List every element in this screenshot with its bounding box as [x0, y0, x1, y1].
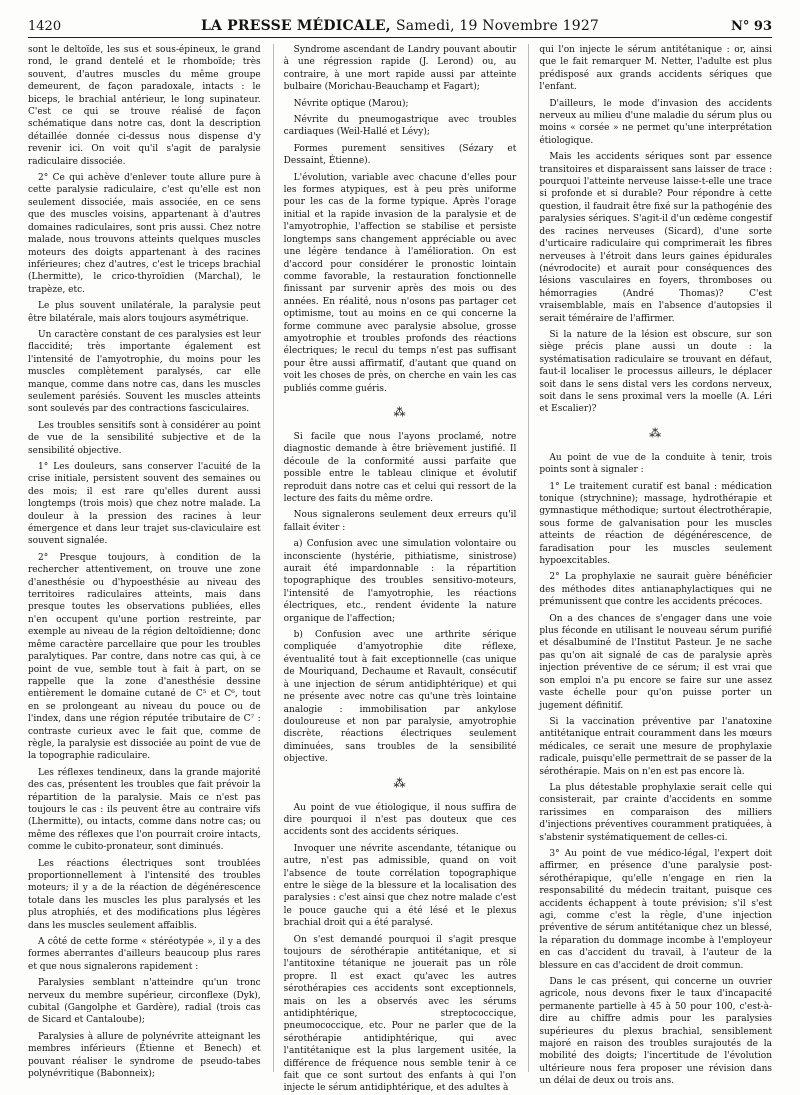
paragraph: A côté de cette forme « stéréotypée », il y a des formes aberrantes d'ailleurs beaucoup plus rares et que nous signalerons rapidement :	[28, 937, 261, 972]
paragraph: Les troubles sensitifs sont à considérer au point de vue de la sensibilité subjective et de la sensibilité objective.	[28, 420, 261, 456]
paragraph: Syndrome ascendant de Landry pouvant aboutir à une régression rapide (J. Lerond) ou, au contraire, à une mort rapide aussi par atteinte bulbaire (Morichau-Beauchamp et Fagart);	[283, 45, 517, 93]
paragraph: a) Confusion avec une simulation volontaire ou inconsciente (hystérie, pithiatisme, sinistrose) aurait été impardonnable : la répartition topographique des troubles sensitivo-moteurs, l'intensité de l'amyotrophie, les réactions électriques, etc., rendent évidente la nature organique de l'affection;	[283, 539, 517, 624]
section-divider-stars: ⁂	[649, 425, 663, 440]
journal-title	[98, 18, 702, 34]
paragraph: sont le deltoïde, les sus et sous-épineux, le grand rond, le grand dentelé et le rhomboïde; très souvent, d'autres muscles du même groupe demeurent, de façon paradoxale, intacts : le biceps, le brachial antérieur, le long supinateur. C'est ce qui se trouve réalisé de façon schématique dans notre cas, dont la description détaillée donnée ci-dessus nous dispense d'y revenir ici. On voit qu'il s'agit de paralysie radiculaire dissociée.	[28, 45, 261, 167]
paragraph: Nous signalerons seulement deux erreurs qu'il fallait éviter :	[283, 510, 517, 533]
paragraph: 3° Au point de vue médico-légal, l'expert doit affirmer, en présence d'une paralysie post-sérothérapique, qu'elle n'engage en rien la responsabilité du médecin traitant, puisque ces accidents échappent à toute prévision; s'il s'est agi, comme c'est la règle, d'une injection préventive de sérum antitétanique chez un blessé, la réparation du dommage incombe à l'employeur en cas d'accident du travail, à l'auteur de la blessure en cas d'accident de droit commun.	[539, 848, 773, 971]
paragraph: Les réactions électriques sont troublées proportionnellement à l'intensité des troubles moteurs; il y a de la réaction de dégénérescence totale dans les muscles les plus paralysés et les plus atrophiés, et des modifications plus légères dans les muscles seulement affaiblis.	[28, 858, 261, 931]
paragraph: Formes purement sensitives (Sézary et Dessaint, Étienne).	[283, 143, 517, 167]
column-3	[528, 44, 773, 1087]
paragraph: Un caractère constant de ces paralysies est leur flaccidité; très importante également est l'intensité de l'amyotrophie, du moins pour les muscles complètement paralysés, car elle manque, comme dans notre cas, dans les muscles seulement parésiés. Souvent les muscles atteints sont soulevés par des contractions fasciculaires.	[28, 329, 261, 415]
paragraph: Invoquer une névrite ascendante, tétanique ou autre, n'est pas admissible, quand on voit l'absence de toute corrélation topographique entre le siège de la blessure et la localisation des paralysies : c'est ainsi que chez notre malade c'est le pouce gauche qui a été lésé et le plexus brachial droit qui a été paralysé.	[283, 843, 517, 929]
paragraph: 2° Ce qui achève d'enlever toute allure pure à cette paralysie radiculaire, c'est qu'elle est non seulement dissociée, mais associée, en ce sens que des muscles voisins, appartenant à d'autres domaines radiculaires, sont pris aussi. Chez notre malade, nous trouvons atteints quelques muscles moteurs des doigts appartenant à des racines inférieures; chez d'autres, c'est le triceps brachial (Lhermitte), le crico-thyroïdien (Marchal), le trapèze, etc.	[28, 173, 261, 295]
paragraph: On s'est demandé pourquoi il s'agit presque toujours de sérothérapie antitétanique, et si l'antitoxine tétanique ne jouerait pas un rôle propre. Il est exact qu'avec les autres sérothérapies ces accidents sont exceptionnels, mais on les a observés avec les sérums antidiphtérique, streptococcique, pneumococcique, etc. Pour ne parler que de la sérothérapie antidiphtérique, qui avec l'antitétanique est la plus largement usitée, la différence de fréquence nous semble tenir à ce fait que ce sont surtout des enfants à qui l'on injecte le sérum antidiphtérique, et des adultes à	[283, 934, 517, 1094]
paragraph: Les réflexes tendineux, dans la grande majorité des cas, présentent les troubles que fait prévoir la répartition de la paralysie. Mais ce n'est pas toujours le cas : ils peuvent être au contraire vifs (Lhermitte), ou intacts, comme dans notre cas; ou même des réflexes que l'on pourrait croire intacts, comme le cubito-pronateur, sont diminués.	[28, 767, 261, 853]
paragraph: Névrite du pneumogastrique avec troubles cardiaques (Weil-Hallé et Lévy);	[283, 115, 517, 138]
paragraph: Si la vaccination préventive par l'anatoxine antitétanique entrait couramment dans les mœurs médicales, ce serait une mesure de prophylaxie radicale, puisqu'elle permettrait de se passer de la sérothérapie. Mais on n'en est pas encore là.	[539, 716, 773, 777]
paragraph: Paralysies semblant n'atteindre qu'un tronc nerveux du membre supérieur, circonflexe (Dyk), cubital (Gangolphe et Gardère), radial (trois cas de Sicard et Cantaloube);	[28, 978, 261, 1026]
journal-name: LA PRESSE MÉDICALE,	[200, 18, 391, 34]
issue-number: N° 93	[731, 19, 772, 34]
paragraph: On a des chances de s'engager dans une voie plus féconde en utilisant le nouveau sérum purifié et désalbuminé de l'Institut Pasteur. Je ne sache pas qu'on ait signalé de cas de paralysie après injection préventive de ce sérum; il est vrai que son emploi n'a pu encore se faire sur une assez vaste échelle pour qu'on puisse porter un jugement définitif.	[539, 613, 773, 711]
column-2	[273, 44, 517, 1094]
paragraph: La plus détestable prophylaxie serait celle qui consisterait, par crainte d'accidents en somme rarissimes en comparaison des milliers d'injections préventives couramment pratiquées, à s'abstenir systématiquement de celles-ci.	[539, 782, 773, 843]
paragraph: Dans le cas présent, qui concerne un ouvrier agricole, nous devons fixer le taux d'incapacité permanente partielle à 45 à 50 pour 100, c'est-à-dire au chiffre admis pour les paralysies supérieures du plexus brachial, sensiblement majoré en raison des troubles surajoutés de la mobilité des doigts; l'incertitude de l'évolution ultérieure nous fera proposer une révision dans un délai de deux ou trois ans.	[539, 977, 773, 1087]
paragraph: Paralysies à allure de polynévrite atteignant les membres inférieurs (Étienne et Benech) et pouvant réaliser le syndrome de pseudo-tabes polynévritique (Babonneix);	[28, 1031, 261, 1080]
paragraph: Mais les accidents sériques sont par essence transitoires et disparaissent sans laisser de trace : pourquoi l'atteinte nerveuse laisse-t-elle une trace si profonde et si durable? Pour répondre à cette question, il faudrait être fixé sur la pathogénie des paralysies sériques. S'agit-il d'un œdème congestif des racines nerveuses (Sicard), d'une sorte d'urticaire radiculaire qui comprimerait les fibres nerveuses à l'étroit dans leurs gaines épidurales (névrodocite) et aurait pour conséquences des lésions vasculaires en foyers, thromboses ou hémorragies (André Thomas)? C'est vraisemblable, mais en l'absence d'autopsies il serait téméraire de l'affirmer.	[539, 152, 773, 324]
paragraph: L'évolution, variable avec chacune d'elles pour les formes atypiques, est à peu près uniforme pour les cas de la forme typique. Après l'orage initial et la rapide invasion de la paralysie et de l'amyotrophie, l'affection se stabilise et persiste longtemps sans changement appréciable ou avec une légère tendance à l'amélioration. On est d'accord pour considérer le pronostic lointain comme favorable, la restauration fonctionnelle finissant par survenir après des mois ou des années. En réalité, nous n'osons pas partager cet optimisme, tout au moins en ce qui concerne la forme commune avec paralysie absolue, grosse amyotrophie et troubles profonds des réactions électriques; le recul du temps n'est pas suffisant pour être aussi affirmatif, d'autant que quand on voit les choses de près, on cherche en vain les cas publiés comme guéris.	[283, 172, 517, 394]
paragraph: Le plus souvent unilatérale, la paralysie peut être bilatérale, mais alors toujours asymétrique.	[28, 301, 261, 324]
paragraph: Si la nature de la lésion est obscure, sur son siège précis plane aussi un doute : la systématisation radiculaire se trouvant en défaut, faut-il localiser le processus ailleurs, le déplacer soit dans le sens distal vers les cordons nerveux, soit dans le sens proximal vers la moelle (A. Léri et Escalier)?	[539, 329, 773, 415]
paragraph: Si facile que nous l'ayons proclamé, notre diagnostic demande à être brièvement justifié. Il découle de la conformité aussi parfaite que possible entre le tableau clinique et évolutif reproduit dans notre cas et celui qui ressort de la lecture des faits du même ordre.	[283, 431, 517, 504]
page-header	[28, 12, 772, 38]
section-divider-stars: ⁂	[393, 404, 407, 419]
article-columns	[28, 44, 773, 1094]
issue-date: Samedi, 19 Novembre 1927	[395, 18, 600, 34]
column-1	[28, 44, 261, 1080]
paragraph: 1° Les douleurs, sans conserver l'acuité de la crise initiale, persistent souvent des semaines ou des mois; il est rare qu'elles durent aussi longtemps (trois mois) que chez notre malade. La douleur à la pression des racines à leur émergence et dans leur trajet sus-claviculaire est souvent signalée.	[28, 462, 261, 547]
page-number: 1420	[28, 19, 62, 34]
paragraph: qui l'on injecte le sérum antitétanique : or, ainsi que le fait remarquer M. Netter, l'adulte est plus prédisposé aux grands accidents sériques que l'enfant.	[539, 45, 773, 93]
section-divider-stars: ⁂	[393, 775, 407, 790]
paragraph: Névrite optique (Marou);	[293, 98, 409, 109]
paragraph: b) Confusion avec une arthrite sérique compliquée d'amyotrophie dite réflexe, éventualité tout à fait exceptionnelle (cas unique de Mouriquand, Dechaume et Ravault, consécutif à une injection de sérum antidiphtérique) et qui ne présente avec notre cas qu'une très lointaine analogie : immobilisation par ankylose douloureuse et non par paralysie, amyotrophie discrète, réactions électriques seulement diminuées, sans troubles de la sensibilité objective.	[283, 630, 517, 765]
paragraph: 2° Presque toujours, à condition de la rechercher attentivement, on trouve une zone d'anesthésie ou d'hypoesthésie au niveau des territoires radiculaires atteints, mais dans presque toutes les observations publiées, elles n'en occupent qu'une portion restreinte, par exemple au niveau de la région deltoïdienne; donc même caractère parcellaire que pour les troubles paralytiques. Par contre, dans notre cas qui, à ce point de vue, semble tout à fait à part, on se rappelle que la zone d'anesthésie dessine entièrement le domaine cutané de C⁵ et C⁶, tout en se prolongeant au niveau du pouce ou de l'index, dans une région réputée tributaire de C⁷ : contraste curieux avec le fait que, comme de règle, la paralysie est dissociée au point de vue de la topographie radiculaire.	[28, 552, 261, 762]
paragraph: 2° La prophylaxie ne saurait guère bénéficier des méthodes dites antianaphylactiques qui ne prémunissent que contre les accidents précoces.	[539, 572, 773, 608]
paragraph: Au point de vue étiologique, il nous suffira de dire pourquoi il n'est pas douteux que ces accidents sont des accidents sériques.	[283, 802, 517, 838]
paragraph: Au point de vue de la conduite à tenir, trois points sont à signaler :	[539, 452, 773, 476]
paragraph: 1° Le traitement curatif est banal : médication tonique (strychnine); massage, hydrothérapie et gymnastique méthodique; surtout électrothérapie, sous forme de galvanisation pour les muscles atteints de réaction de dégénérescence, de faradisation pour les muscles seulement hypoexcitables.	[539, 481, 773, 567]
paragraph: D'ailleurs, le mode d'invasion des accidents nerveux au milieu d'une maladie du sérum plus ou moins « corsée » ne permet qu'une interprétation étiologique.	[539, 98, 773, 146]
